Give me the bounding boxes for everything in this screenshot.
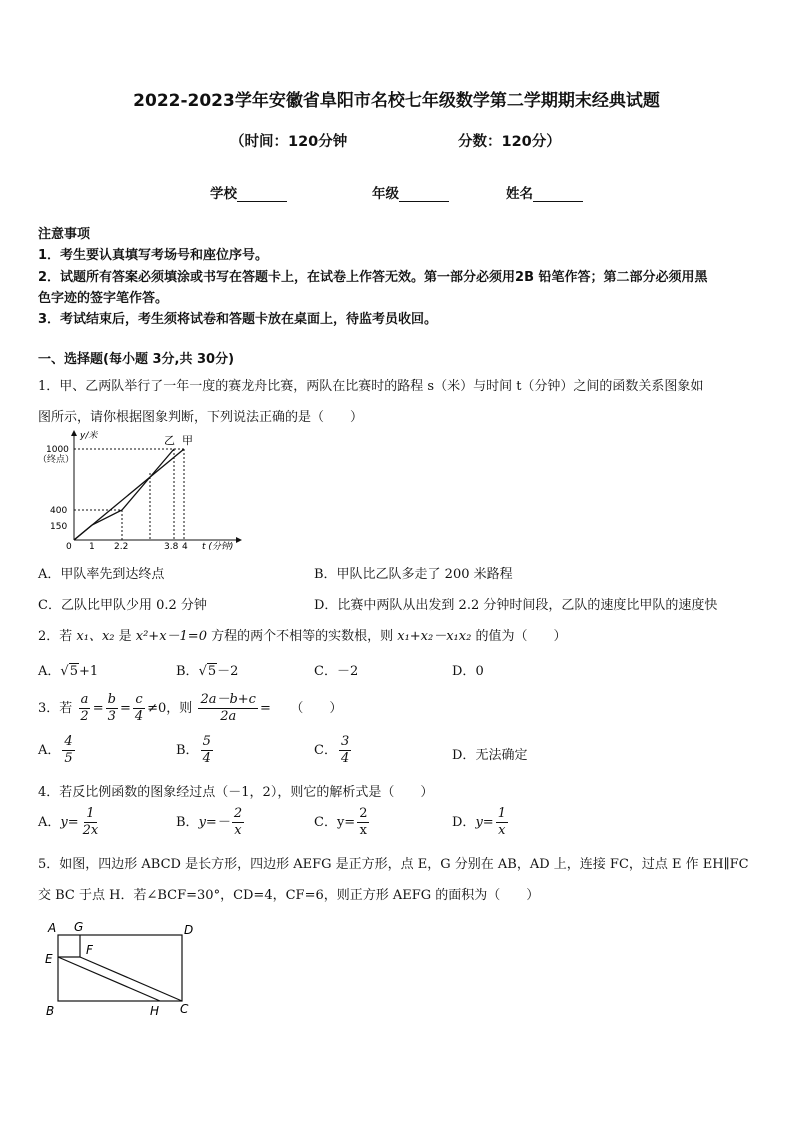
x-tick-label: 4	[182, 542, 188, 552]
option-text: －2	[336, 664, 359, 679]
q2-expr: x₁+x₂－x₁x₂	[397, 629, 472, 644]
fraction	[198, 692, 258, 725]
sqrt-radicand: 5	[69, 664, 78, 679]
q3-option-c[interactable]	[314, 734, 353, 767]
option-label: C．	[314, 815, 337, 830]
denominator: x	[234, 823, 242, 838]
x-tick-label: 1	[89, 542, 95, 552]
option-lhs: y=	[336, 815, 356, 830]
option-label: D．	[452, 748, 476, 763]
jia-label: 甲	[182, 434, 193, 447]
school-label: 学校	[210, 186, 237, 202]
option-lhs: y=	[475, 815, 494, 830]
option-label: C．	[314, 743, 337, 758]
q4-stem: 4．若反比例函数的图象经过点（－1，2），则它的解析式是（ ）	[38, 785, 434, 800]
q5-figure	[40, 918, 210, 1022]
option-label: C．	[314, 664, 337, 679]
y-tick-label: 150	[50, 522, 68, 532]
point-label: H	[150, 1004, 160, 1018]
option-lhs: y=	[60, 815, 79, 830]
denominator: x	[498, 823, 506, 838]
denominator: 4	[340, 751, 350, 766]
numerator: 1	[497, 806, 506, 821]
denominator: x	[359, 823, 368, 838]
numerator: 2a－b+c	[200, 692, 256, 707]
denominator: 2	[80, 709, 89, 724]
finish-label: （终点）	[38, 455, 75, 465]
q3-suffix: = （ ）	[259, 701, 343, 716]
q1-stem-line1: 1．甲、乙两队举行了一年一度的赛龙舟比赛，两队在比赛时的路程 s（米）与时间 t（分钟）之间的函数关系图象如	[38, 379, 704, 394]
q1-option-a[interactable]: A．甲队率先到达终点	[38, 567, 165, 582]
q1-option-c[interactable]: C．乙队比甲队少用 0.2 分钟	[38, 598, 207, 613]
note-item: 3．考试结束后，考生须将试卷和答题卡放在桌面上，待监考员收回。	[38, 312, 438, 327]
q4-option-d[interactable]	[452, 806, 510, 839]
numerator: b	[107, 692, 116, 707]
point-label: C	[180, 1002, 189, 1016]
q1-option-d[interactable]: D．比赛中两队从出发到 2.2 分钟时间段，乙队的速度比甲队的速度快	[314, 598, 718, 613]
q1-stem-line2: 图所示，请你根据图象判断，下列说法正确的是（ ）	[38, 410, 364, 425]
fraction	[133, 692, 145, 725]
q5-stem-line2: 交 BC 于点 H．若∠BCF=30°，CD=4，CF=6，则正方形 AEFG 的面积为（ ）	[38, 888, 540, 903]
q1-graph	[36, 428, 246, 554]
y-tick-label: 400	[50, 506, 68, 516]
yi-label: 乙	[164, 434, 175, 447]
option-lhs: y=－	[198, 815, 230, 830]
numerator: a	[80, 692, 89, 707]
fraction	[357, 806, 369, 839]
yi-line	[74, 449, 174, 540]
q4-option-c[interactable]	[314, 806, 371, 839]
q3-stem: 3．若 $\frac{a}{2}$ = $\frac{b}{3}$ = $\frac{c}{4}$ ≠0，则 $\frac{2a-b+c}{2a}$ = （ ）	[38, 692, 343, 724]
point-label: A	[48, 921, 57, 935]
numerator: 4	[64, 734, 73, 749]
note-item: 1．考生要认真填写考场号和座位序号。	[38, 248, 269, 263]
denominator: 2x	[82, 823, 99, 838]
point-label: E	[45, 952, 53, 966]
y-axis-label: y/米	[80, 431, 98, 441]
numerator: 1	[86, 806, 95, 821]
denominator: 2a	[220, 709, 237, 724]
fraction	[62, 734, 74, 767]
fraction	[232, 806, 244, 839]
q2-option-b[interactable]: B．√5－2	[176, 664, 239, 679]
q2-mid: 是	[114, 629, 136, 644]
grade-blank[interactable]	[399, 187, 449, 202]
x-axis-label: t (分钟)	[202, 542, 234, 552]
q1-option-b[interactable]: B．甲队比乙队多走了 200 米路程	[314, 567, 513, 582]
option-label: B．	[176, 743, 199, 758]
fraction	[106, 692, 118, 725]
note-item: 2．试题所有答案必须填涂或书写在答题卡上，在试卷上作答无效。第一部分必须用2B 铅笔作答；第二部分必须用黑	[38, 270, 708, 285]
q2-option-d[interactable]	[452, 660, 484, 679]
x-tick-label: 2.2	[114, 542, 129, 552]
q2-after-eq: 方程的两个不相等的实数根，则	[206, 629, 398, 644]
grade-field	[372, 182, 449, 202]
option-text: 0	[475, 664, 484, 679]
exam-score: 分数：120分）	[458, 134, 561, 150]
q3-option-a[interactable]	[38, 734, 77, 767]
y-tick-label: 1000	[46, 445, 69, 455]
q4-option-a[interactable]	[38, 806, 102, 839]
numerator: 2	[359, 806, 368, 821]
q2-prefix: 2．若	[38, 629, 77, 644]
option-text: 无法确定	[475, 748, 528, 763]
q3-prefix: 3．若	[38, 701, 73, 716]
school-blank[interactable]	[237, 187, 287, 202]
numerator: 3	[340, 734, 350, 749]
sqrt-radicand: 5	[207, 664, 217, 679]
numerator: c	[135, 692, 143, 707]
fraction	[496, 806, 508, 839]
option-label: D．	[452, 664, 476, 679]
x-tick-label: 3.8	[164, 542, 179, 552]
option-rest: －2	[217, 664, 239, 679]
point-label: D	[184, 923, 194, 937]
q5-stem-line1: 5．如图，四边形 ABCD 是长方形，四边形 AEFG 是正方形，点 E，G 分别在 AB，AD 上，连接 FC，过点 E 作 EH∥FC	[38, 857, 749, 872]
option-label: B．	[176, 664, 199, 679]
school-field	[210, 182, 287, 202]
q2-stem	[38, 625, 566, 644]
q3-neq: ≠0，则	[147, 701, 193, 716]
q2-equation: x²+x－1=0	[135, 629, 207, 644]
page-title: 2022-2023学年安徽省阜阳市名校七年级数学第二学期期末经典试题	[133, 91, 660, 111]
exam-time: （时间：120分钟	[230, 134, 348, 150]
fraction	[339, 734, 351, 767]
point-label: G	[74, 920, 84, 934]
note-item: 色字迹的签字笔作答。	[38, 291, 169, 306]
notes-heading: 注意事项	[38, 227, 91, 242]
q4-option-b[interactable]	[176, 806, 246, 839]
q3-option-d[interactable]	[452, 744, 527, 763]
option-label: D．	[452, 815, 476, 830]
fraction	[78, 692, 90, 725]
name-label: 姓名	[506, 186, 533, 202]
denominator: 4	[134, 709, 144, 724]
q2-suffix: 的值为（ ）	[471, 629, 567, 644]
fraction	[81, 806, 101, 839]
grade-label: 年级	[372, 186, 399, 202]
q2-option-a[interactable]: A．√5+1	[38, 664, 99, 679]
numerator: 5	[202, 734, 211, 749]
denominator: 3	[107, 709, 116, 724]
option-label: A．	[38, 664, 61, 679]
q2-vars: x₁、x₂	[76, 629, 115, 644]
section-heading: 一、选择题(每小题 3分,共 30分)	[38, 352, 235, 367]
q3-option-b[interactable]	[176, 734, 215, 767]
option-label: A．	[38, 815, 61, 830]
denominator: 4	[202, 751, 211, 766]
numerator: 2	[233, 806, 243, 821]
fraction	[201, 734, 213, 767]
q2-option-c[interactable]	[314, 660, 358, 679]
name-field	[506, 182, 583, 202]
option-label: A．	[38, 743, 61, 758]
option-rest: +1	[78, 664, 99, 679]
point-label: F	[86, 943, 93, 957]
point-label: B	[46, 1004, 55, 1018]
denominator: 5	[64, 751, 73, 766]
option-label: B．	[176, 815, 199, 830]
name-blank[interactable]	[533, 187, 583, 202]
origin-label: 0	[66, 542, 72, 552]
